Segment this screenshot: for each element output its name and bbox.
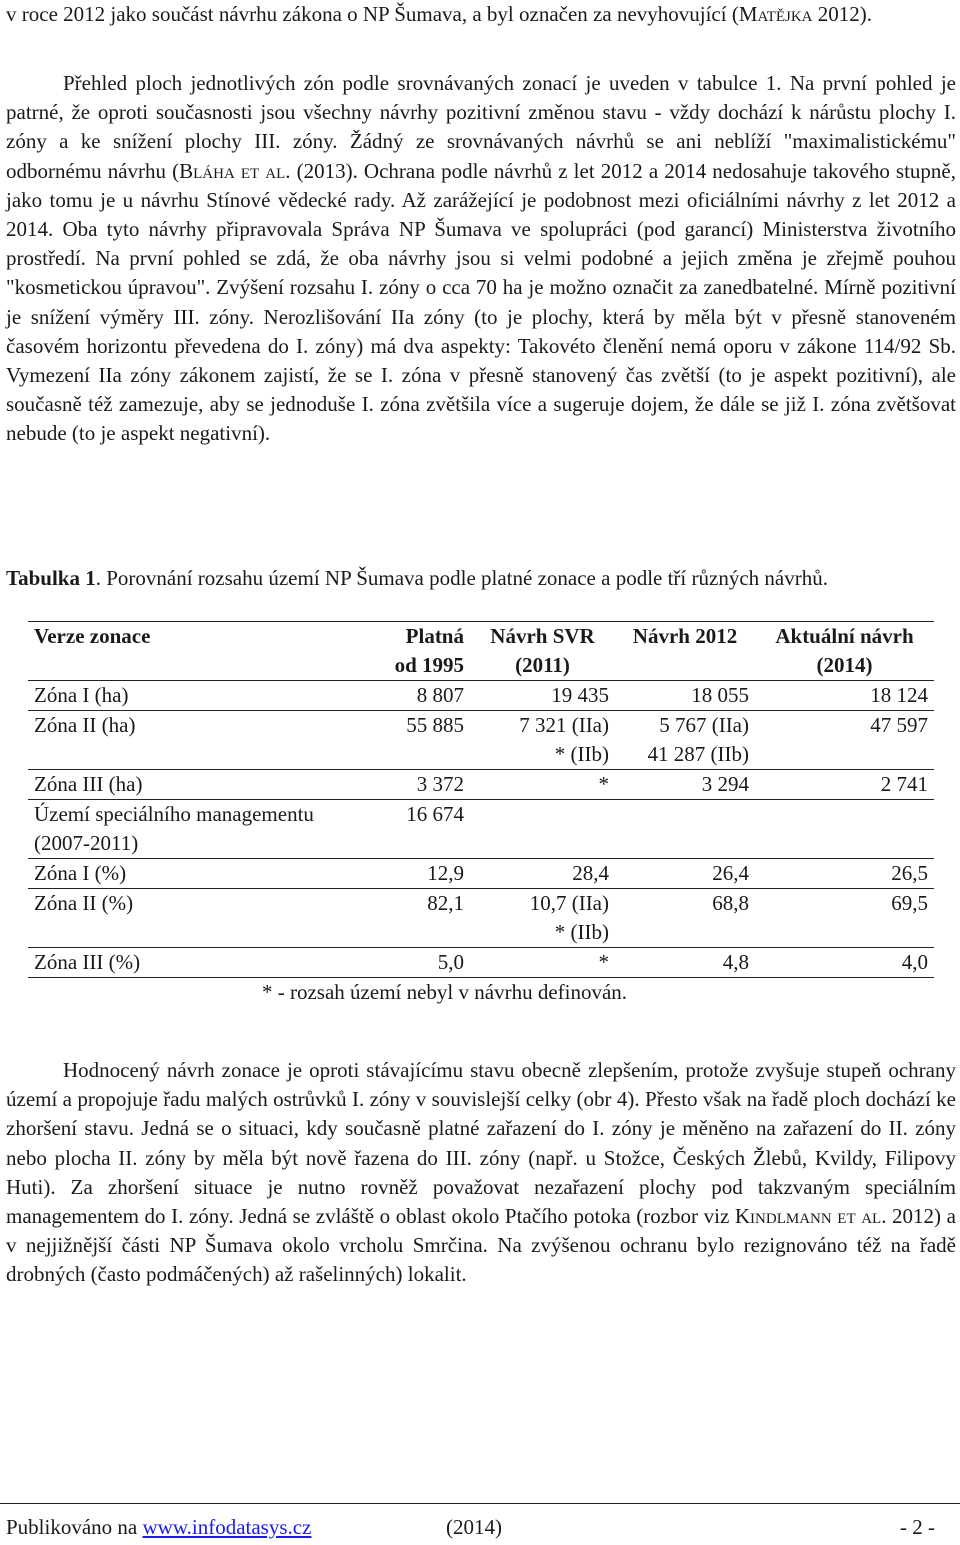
cell: 4,0 — [755, 948, 934, 978]
cell: 26,5 — [755, 859, 934, 889]
evaluation-text-b: 2012) a v nejjižnější části NP Šumava okolo vrcholu Smrčina. Na zvýšenou ochranu bylo rezignováno též na řadě drobných (často podmáčených) až rašelinných) lokalit. — [6, 1204, 956, 1287]
cell: 7 321 (IIa) * (IIb) — [470, 711, 615, 770]
table-row — [28, 859, 934, 889]
cell: 2 741 — [755, 770, 934, 800]
row-label: Zóna II (ha) — [28, 711, 380, 770]
cell: 82,1 — [380, 889, 470, 948]
evaluation-text-a: Hodnocený návrh zonace je oproti stávajícímu stavu obecně zlepšením, protože zvyšuje stupeň ochrany území a propojuje řadu malých ostrůvků I. zóny v souvislejší celky (obr 4). Přesto však na řadě ploch dochází ke zhoršení stavu. Jedná se o situaci, kdy současně platné zařazení do I. zóny je měněno na zařazení do II. zóny nebo plocha II. zóny by měla být nově řazena do III. zóny (např. u Stožce, Českých Žlebů, Kvildy, Filipovy Huti). Za zhoršení situace je nutno rovněž považovat nezařazení plochy pod takzvaným speciálním managementem do I. zóny. Jedná se zvláště o oblast okolo Ptačího potoka (rozbor viz — [6, 1058, 956, 1229]
page-number: - 2 - — [900, 1515, 935, 1539]
cell: 26,4 — [615, 859, 755, 889]
cell: 28,4 — [470, 859, 615, 889]
cell: * — [470, 770, 615, 800]
table-row — [28, 681, 934, 711]
header-current-2014: Aktuální návrh (2014) — [755, 622, 934, 681]
cell: 18 055 — [615, 681, 755, 711]
cell — [615, 800, 755, 859]
cell: 18 124 — [755, 681, 934, 711]
citation-kindlmann: Kindlmann et al. — [734, 1204, 887, 1229]
cell: 10,7 (IIa) * (IIb) — [470, 889, 615, 948]
header-version: Verze zonace — [28, 622, 380, 681]
footer-website-link[interactable]: www.infodatasys.cz — [142, 1515, 312, 1539]
header-svr-2011: Návrh SVR (2011) — [470, 622, 615, 681]
cell: 8 807 — [380, 681, 470, 711]
row-label: Zóna I (ha) — [28, 681, 380, 711]
cell: 69,5 — [755, 889, 934, 948]
zonation-comparison-table — [28, 621, 934, 978]
header-valid-1995: Platná od 1995 — [380, 622, 470, 681]
overview-paragraph — [6, 69, 956, 449]
citation-matejka: Matějka — [738, 2, 813, 26]
cell: 5,0 — [380, 948, 470, 978]
intro-text: v roce 2012 jako součást návrhu zákona o NP Šumava, a byl označen za nevyhovující ( — [6, 2, 739, 26]
table-row — [28, 889, 934, 948]
cell: 3 372 — [380, 770, 470, 800]
cell: 19 435 — [470, 681, 615, 711]
table-footnote: * - rozsah území nebyl v návrhu definován. — [262, 980, 628, 1004]
row-label: Zóna I (%) — [28, 859, 380, 889]
overview-text-b: (2013). Ochrana podle návrhů z let 2012 a 2014 nedosahuje takového stupně, jako tomu je u návrhu Stínové vědecké rady. Až zarážející je podobnost mezi oficiálními návrhy z let 2012 a 2014. Oba tyto návrhy připravovala Správa NP Šumava ve spolupráci (pod garancí) Ministerstva životního prostředí. Na první pohled se zdá, že oba návrhy jsou si velmi podobné a jejich změna je zřejmě pouhou "kosmetickou úpravou". Zvýšení rozsahu I. zóny o cca 70 ha je možno označit za zanedbatelné. Mírně pozitivní je snížení výměry III. zóny. Nerozlišování IIa zóny (to je plochy, která by měla být v přesně stanoveném časovém horizontu převedena do I. zóny) má dva aspekty: Takovéto členění nemá oporu v zákone 114/92 Sb. Vymezení IIa zóny zákonem zajistí, že se I. zóna v přesně stanovený čas zvětší (to je aspekt pozitivní), ale současně též zamezuje, aby se jednoduše I. zóna zvětšila více a sugeruje dojem, že dále se již I. zóna zvětšovat nebude (to je aspekt negativní). — [6, 158, 956, 446]
intro-text-end: 2012). — [812, 2, 872, 26]
row-label: Území speciálního managementu (2007-2011) — [28, 800, 380, 859]
citation-blaha: Bláha et al. — [179, 158, 291, 183]
row-label: Zóna III (ha) — [28, 770, 380, 800]
row-label: Zóna III (%) — [28, 948, 380, 978]
cell: 4,8 — [615, 948, 755, 978]
table-row — [28, 948, 934, 978]
cell: 68,8 — [615, 889, 755, 948]
evaluation-paragraph — [6, 1056, 956, 1290]
cell: 5 767 (IIa) 41 287 (IIb) — [615, 711, 755, 770]
footer-published-label: Publikováno na — [6, 1515, 143, 1539]
table-header-row — [28, 622, 934, 681]
cell — [755, 800, 934, 859]
row-label: Zóna II (%) — [28, 889, 380, 948]
cell: 16 674 — [380, 800, 470, 859]
table-caption-text: . Porovnání rozsahu území NP Šumava podle platné zonace a podle tří různých návrhů. — [95, 566, 828, 590]
table-row — [28, 711, 934, 770]
cell: 47 597 — [755, 711, 934, 770]
cell: 12,9 — [380, 859, 470, 889]
table-caption — [6, 564, 956, 593]
header-proposal-2012: Návrh 2012 — [615, 622, 755, 681]
footer-published — [6, 1514, 311, 1540]
overview-text-a: Přehled ploch jednotlivých zón podle srovnávaných zonací je uveden v tabulce 1. Na první pohled je patrné, že oproti současnosti jsou všechny návrhy pozitivní změnou stavu - vždy dochází k nárůstu plochy I. zóny a ke snížení plochy III. zóny. Žádný ze srovnávaných návrhů se ani neblíží "maximalistickému" odbornému návrhu ( — [6, 71, 956, 183]
cell: 3 294 — [615, 770, 755, 800]
cell: 55 885 — [380, 711, 470, 770]
cell — [470, 800, 615, 859]
footer-year: (2014) — [446, 1515, 502, 1539]
table-row — [28, 800, 934, 859]
table-caption-label: Tabulka 1 — [6, 566, 96, 590]
cell: * — [470, 948, 615, 978]
footer-divider — [0, 1503, 960, 1504]
table-row — [28, 770, 934, 800]
intro-paragraph-end — [6, 0, 956, 29]
